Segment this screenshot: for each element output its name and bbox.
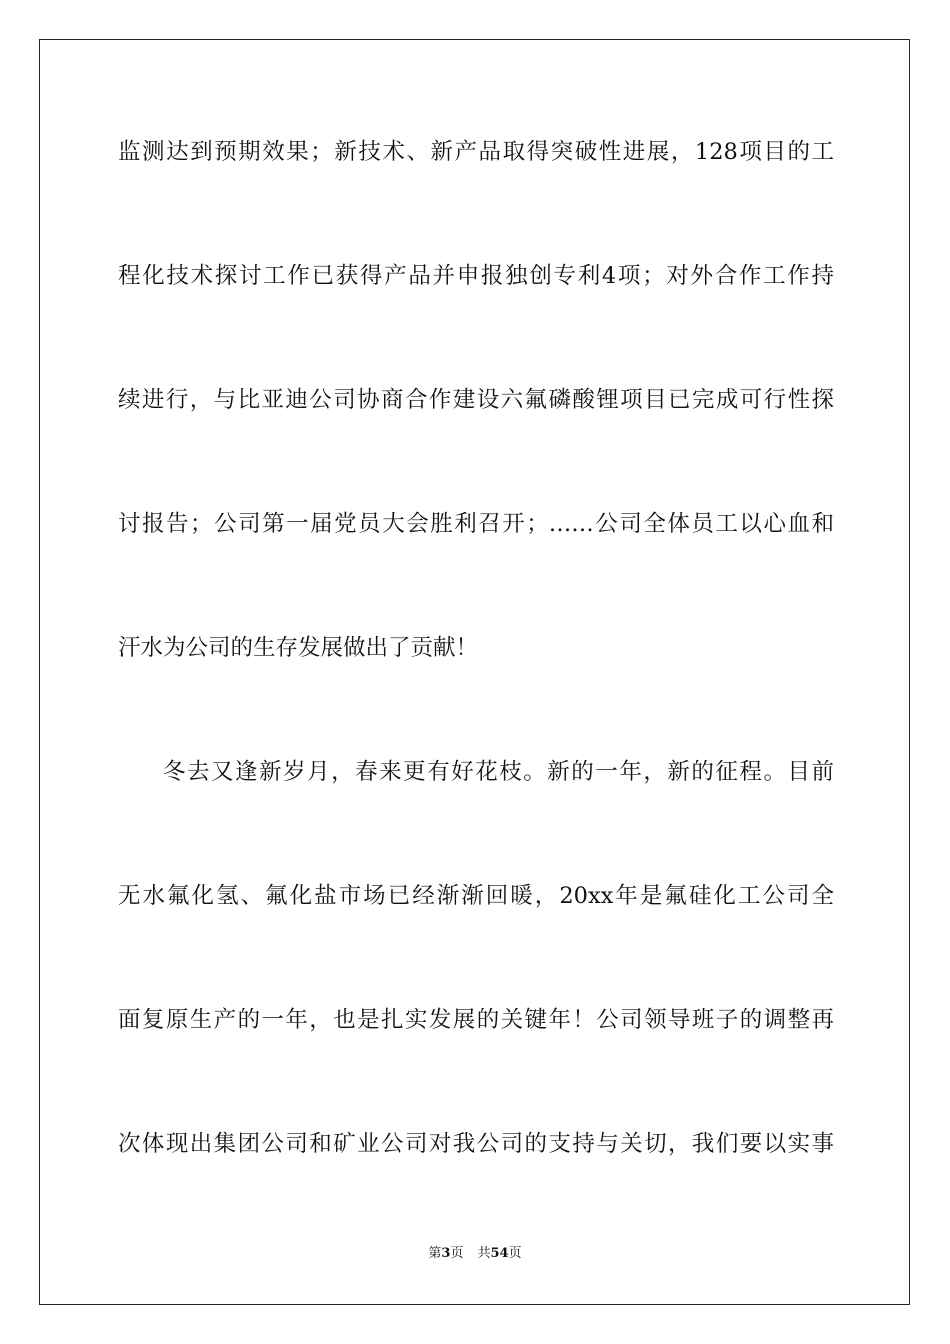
paragraph-line: 监测达到预期效果；新技术、新产品取得突破性进展，128项目的工 (118, 139, 834, 165)
page-total: 54 (490, 1246, 509, 1261)
page-prefix: 第 (428, 1246, 442, 1261)
paragraph-line: 汗水为公司的生存发展做出了贡献！ (118, 635, 479, 661)
paragraph-line: 讨报告；公司第一届党员大会胜利召开；……公司全体员工以心血和 (118, 511, 834, 537)
paragraph-line: 面复原生产的一年，也是扎实发展的关键年！公司领导班子的调整再 (118, 1007, 834, 1033)
page-suffix: 页 (450, 1246, 464, 1261)
total-suffix: 页 (508, 1246, 522, 1261)
page-current: 3 (441, 1246, 451, 1261)
paragraph-line: 无水氟化氢、氟化盐市场已经渐渐回暖，20xx年是氟硅化工公司全 (118, 883, 834, 909)
total-prefix: 共 (477, 1246, 491, 1261)
paragraph-line: 冬去又逢新岁月，春来更有好花枝。新的一年，新的征程。目前 (163, 759, 834, 785)
paragraph-line: 程化技术探讨工作已获得产品并申报独创专利4项；对外合作工作持 (118, 263, 834, 289)
page-border (39, 39, 910, 1305)
paragraph-line: 次体现出集团公司和矿业公司对我公司的支持与关切，我们要以实事 (118, 1131, 834, 1157)
paragraph-line: 续进行，与比亚迪公司协商合作建设六氟磷酸锂项目已完成可行性探 (118, 387, 834, 413)
page-footer (0, 1245, 950, 1263)
